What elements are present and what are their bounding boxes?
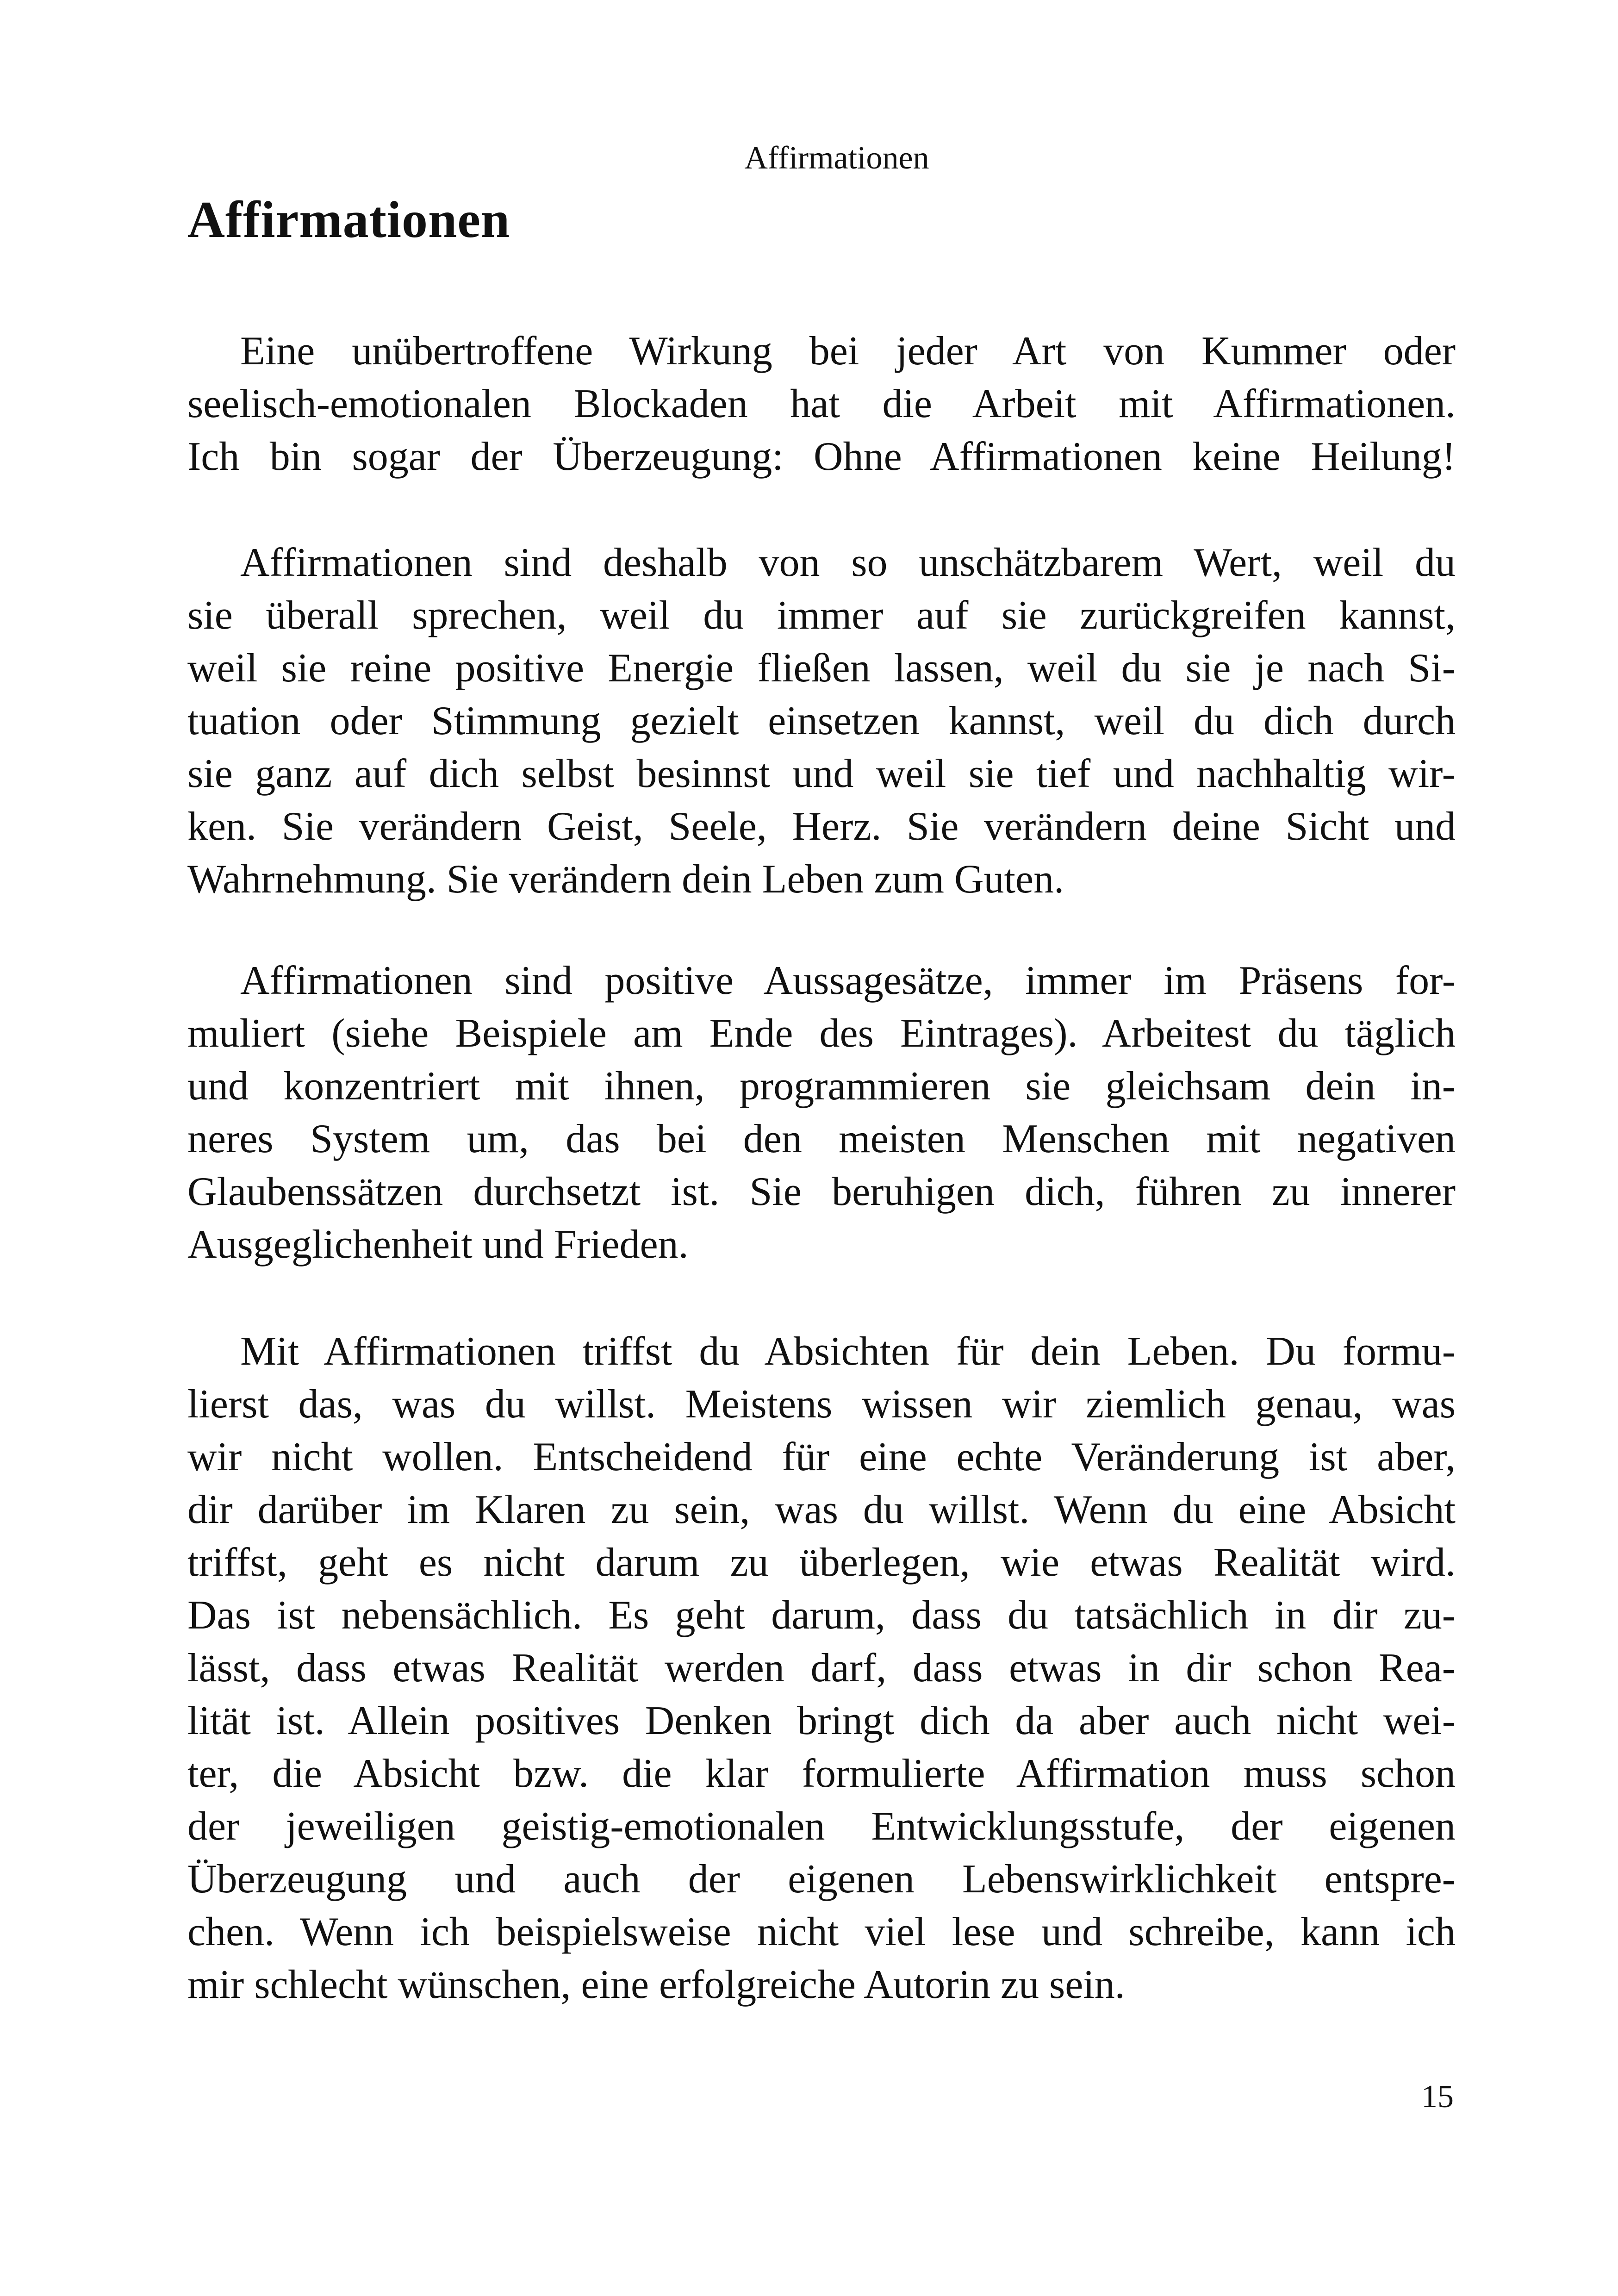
text-line: triffst, geht es nicht darum zu überlegen, wie etwas Realität wird. <box>187 1540 1456 1585</box>
paragraph-3 <box>187 955 1456 1271</box>
text-line: Affirmationen sind positive Aussagesätze, immer im Präsens for- <box>240 958 1456 1003</box>
text-line: Überzeugung und auch der eigenen Lebenswirklichkeit entspre- <box>187 1857 1456 1902</box>
text-line: lierst das, was du willst. Meistens wissen wir ziemlich genau, was <box>187 1382 1456 1427</box>
chapter-title: Affirmationen <box>187 191 510 249</box>
text-line: tuation oder Stimmung gezielt einsetzen kannst, weil du dich durch <box>187 699 1456 743</box>
text-line: chen. Wenn ich beispielsweise nicht viel lese und schreibe, kann ich <box>187 1909 1456 1954</box>
text-line: weil sie reine positive Energie fließen lassen, weil du sie je nach Si- <box>187 646 1456 691</box>
text-line: Eine unübertroffene Wirkung bei jeder Art von Kummer oder <box>240 329 1456 374</box>
text-line: Ausgeglichenheit und Frieden. <box>187 1222 689 1267</box>
text-line: Das ist nebensächlich. Es geht darum, dass du tatsächlich in dir zu- <box>187 1593 1456 1638</box>
paragraph-4 <box>187 1325 1456 2011</box>
text-line: wir nicht wollen. Entscheidend für eine echte Veränderung ist aber, <box>187 1435 1456 1479</box>
text-line: und konzentriert mit ihnen, programmieren sie gleichsam dein in- <box>187 1064 1456 1109</box>
text-line: sie ganz auf dich selbst besinnst und weil sie tief und nachhaltig wir- <box>187 751 1456 796</box>
text-line: dir darüber im Klaren zu sein, was du willst. Wenn du eine Absicht <box>187 1487 1456 1532</box>
text-line: lässt, dass etwas Realität werden darf, dass etwas in dir schon Rea- <box>187 1646 1456 1691</box>
text-line: sie überall sprechen, weil du immer auf sie zurückgreifen kannst, <box>187 593 1456 638</box>
text-line: Mit Affirmationen triffst du Absichten für dein Leben. Du formu- <box>240 1329 1456 1374</box>
paragraph-2 <box>187 537 1456 906</box>
page-number: 15 <box>1421 2079 1454 2115</box>
text-line: seelisch-emotionalen Blockaden hat die Arbeit mit Affirmationen. <box>187 381 1456 426</box>
text-line: ter, die Absicht bzw. die klar formulierte Affirmation muss schon <box>187 1751 1456 1796</box>
text-line: mir schlecht wünschen, eine erfolgreiche Autorin zu sein. <box>187 1962 1125 2007</box>
text-line: Ich bin sogar der Überzeugung: Ohne Affirmationen keine Heilung! <box>187 434 1456 479</box>
running-head: Affirmationen <box>744 140 929 176</box>
text-line: muliert (siehe Beispiele am Ende des Eintrages). Arbeitest du täglich <box>187 1011 1456 1056</box>
text-line: neres System um, das bei den meisten Menschen mit negativen <box>187 1117 1456 1161</box>
text-line: der jeweiligen geistig-emotionalen Entwicklungsstufe, der eigenen <box>187 1804 1456 1849</box>
text-line: lität ist. Allein positives Denken bringt dich da aber auch nicht wei- <box>187 1698 1456 1743</box>
paragraph-1 <box>187 325 1456 483</box>
text-line: ken. Sie verändern Geist, Seele, Herz. Sie verändern deine Sicht und <box>187 804 1456 849</box>
text-line: Affirmationen sind deshalb von so unschätzbarem Wert, weil du <box>240 540 1456 585</box>
text-line: Glaubenssätzen durchsetzt ist. Sie beruhigen dich, führen zu innerer <box>187 1169 1456 1214</box>
text-line: Wahrnehmung. Sie verändern dein Leben zum Guten. <box>187 857 1064 902</box>
